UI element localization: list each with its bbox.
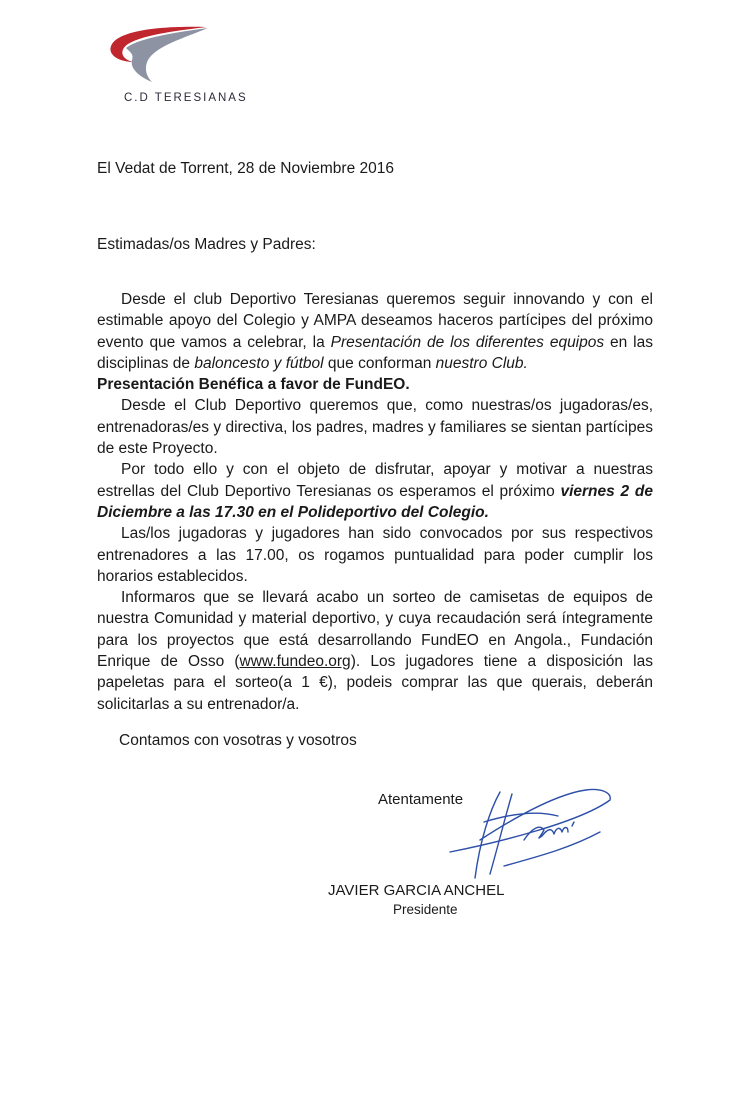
- regards-text: Atentamente: [378, 791, 464, 808]
- event-date-location: viernes 2 de Diciembre a las 17.30 en el Polideportivo del Colegio.: [97, 482, 654, 521]
- p1-text-2: en las disciplinas de: [97, 333, 653, 372]
- paragraph-4: Las/los jugadoras y jugadores han sido convocados por sus respectivos entrenadores a las 17.00, os rogamos puntualidad para poder cumplir los horarios establecidos.: [97, 525, 653, 585]
- signer-role: Presidente: [393, 902, 458, 917]
- club-logo: [104, 24, 248, 114]
- p5-text-2: ). Los jugadores tiene a disposición las papeletas para el sorteo(a 1 €), podeis comprar las que querais, deberán solicitarlas a su entrenador/a.: [97, 653, 653, 713]
- closing-line: Contamos con vosotras y vosotros: [119, 732, 357, 749]
- p1-text: Desde el club Deportivo Teresianas queremos seguir innovando y con el estimable apoyo del Colegio y AMPA deseamos haceros partícipes del próximo evento que vamos a celebrar, la: [97, 291, 653, 351]
- fundeo-link[interactable]: www.fundeo.org: [239, 653, 351, 671]
- logo-swoosh-icon: [104, 24, 234, 94]
- p5-text: Informaros que se llevará acabo un sorteo de camisetas de equipos de nuestra Comunidad y material deportivo, y cuya recaudación será íntegramente para los proyectos que está desarrollando FundEO en Angola., Fundación Enrique de Osso (: [97, 589, 653, 671]
- p1-text-3: que conforman: [323, 354, 436, 372]
- logo-text: C.D TERESIANAS: [124, 92, 248, 104]
- paragraph-3: [97, 459, 653, 523]
- date-line: El Vedat de Torrent, 28 de Noviembre 2016: [97, 160, 394, 177]
- letter-body: [97, 289, 653, 715]
- p1-disciplines-italic: baloncesto y fútbol: [194, 354, 324, 372]
- paragraph-2: Desde el Club Deportivo queremos que, como nuestras/os jugadoras/es, entrenadoras/es y directiva, los padres, madres y familiares se sientan partícipes de este Proyecto.: [97, 397, 653, 458]
- p1-club-italic: nuestro Club.: [435, 354, 528, 372]
- p1-presentation-italic: Presentación de los diferentes equipos: [330, 333, 605, 351]
- handwritten-signature: [440, 770, 620, 890]
- paragraph-1: [97, 289, 653, 374]
- p3-text: Por todo ello y con el objeto de disfrutar, apoyar y motivar a nuestras estrellas del Club Deportivo Teresianas os esperamos el próximo: [97, 461, 653, 500]
- benefit-line: Presentación Benéfica a favor de FundEO.: [97, 376, 410, 394]
- salutation: Estimadas/os Madres y Padres:: [97, 236, 316, 253]
- paragraph-5: [97, 587, 653, 715]
- signer-name: JAVIER GARCIA ANCHEL: [328, 882, 505, 899]
